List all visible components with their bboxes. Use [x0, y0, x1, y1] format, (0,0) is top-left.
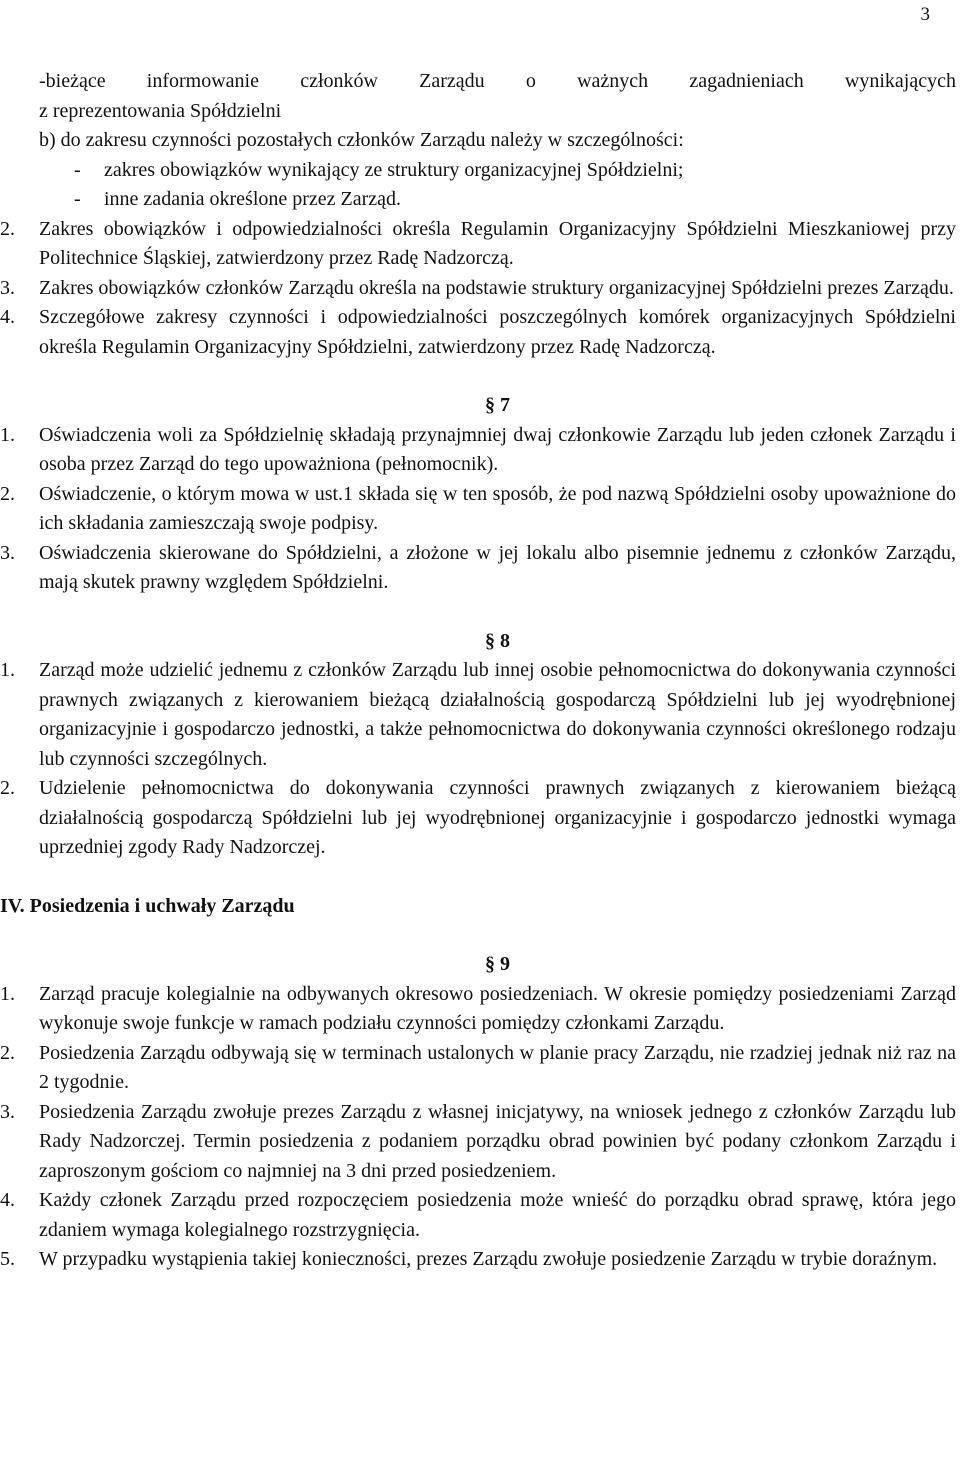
section-8-list	[0, 656, 956, 863]
item-text: Oświadczenia woli za Spółdzielnię składają przynajmniej dwaj członkowie Zarządu lub jeden członek Zarządu i osoba przez Zarząd do tego upoważniona (pełnomocnik).	[39, 423, 956, 475]
section-7-sign: § 7	[485, 394, 510, 416]
item-text: Posiedzenia Zarządu zwołuje prezes Zarządu z własnej inicjatywy, na wniosek jednego z członków Zarządu lub Rady Nadzorczej. Termin posiedzenia z podaniem porządku obrad powinien być podany członkom Zarządu i zaproszonym gościom co najmniej na 3 dni przed posiedzeniem.	[39, 1100, 956, 1182]
list-item	[0, 1039, 956, 1098]
dash-mark: -	[74, 188, 81, 210]
list-item	[0, 421, 956, 480]
item-number: 1.	[0, 982, 15, 1005]
section-7-list	[0, 421, 956, 598]
item-number: 4.	[0, 1189, 15, 1211]
item-text: Zarząd pracuje kolegialnie na odbywanych okresowo posiedzeniach. W okresie pomiędzy posiedzeniami Zarząd wykonuje swoje funkcje w ramach podziału czynności pomiędzy członkami Zarządu.	[39, 982, 956, 1034]
list-item	[0, 274, 956, 304]
list-item	[0, 1098, 956, 1187]
item-number: 2.	[0, 217, 15, 240]
page-number: 3	[920, 4, 930, 25]
item-text: Oświadczenia skierowane do Spółdzielni, a złożone w jej lokalu albo pisemnie jednemu z członków Zarządu, mają skutek prawny względem Spółdzielni.	[39, 541, 956, 593]
item-text: Każdy członek Zarządu przed rozpoczęciem posiedzenia może wnieść do porządku obrad sprawę, która jego zdaniem wymaga kolegialnego rozstrzygnięcia.	[39, 1189, 956, 1241]
item-text: Oświadczenie, o którym mowa w ust.1 składa się w ten sposób, że pod nazwą Spółdzielni osoby upoważnione do ich składania zamieszczają swoje podpisy.	[39, 482, 956, 534]
dash-item-text: inne zadania określone przez Zarząd.	[104, 188, 402, 210]
item-text: Szczegółowe zakresy czynności i odpowiedzialności poszczególnych komórek organizacyjnych Spółdzielni określa Regulamin Organizacyjny Spółdzielni, zatwierdzony przez Radę Nadzorczą.	[39, 306, 956, 358]
section-9-sign: § 9	[485, 953, 510, 975]
section-9-list	[0, 980, 956, 1275]
item-number: 3.	[0, 276, 15, 299]
list-item	[0, 656, 956, 774]
list-item	[0, 1186, 956, 1245]
item-text: Posiedzenia Zarządu odbywają się w terminach ustalonych w planie pracy Zarządu, nie rzadziej jednak niż raz na 2 tygodnie.	[39, 1041, 956, 1093]
item-text: Zakres obowiązków i odpowiedzialności określa Regulamin Organizacyjny Spółdzielni Mieszkaniowej przy Politechnice Śląskiej, zatwierdzony przez Radę Nadzorczą.	[39, 217, 956, 269]
item-number: 3.	[0, 1100, 15, 1123]
item-number: 2.	[0, 777, 15, 799]
list-item	[0, 215, 956, 274]
list-item	[0, 980, 956, 1039]
list-item	[0, 480, 956, 539]
item-number: 1.	[0, 659, 15, 681]
intro-line-2: z reprezentowania Spółdzielni	[39, 99, 282, 122]
list-item	[0, 1245, 956, 1275]
item-number: 2.	[0, 1041, 15, 1064]
intro-line-3: b) do zakresu czynności pozostałych członków Zarządu należy w szczególności:	[39, 129, 684, 151]
dash-item-1	[39, 156, 956, 186]
list-item	[0, 539, 956, 598]
section-8-sign: § 8	[485, 629, 510, 652]
item-text: W przypadku wystąpienia takiej konieczności, prezes Zarządu zwołuje posiedzenie Zarządu w trybie doraźnym.	[39, 1248, 938, 1270]
item-number: 1.	[0, 423, 15, 446]
item-text: Zarząd może udzielić jednemu z członków Zarządu lub innej osobie pełnomocnictwa do dokonywania czynności prawnych związanych z kierowaniem bieżącą działalnością gospodarczą Spółdzielni lub jej wyodrębnionej organizacyjnie i gospodarczo jednostki, a także pełnomocnictwa do dokonywania czynności określonego rodzaju lub czynności szczególnych.	[39, 659, 956, 770]
list-item	[0, 303, 956, 362]
item-number: 5.	[0, 1248, 15, 1270]
dash-mark: -	[74, 158, 81, 181]
item-number: 3.	[0, 541, 15, 564]
chapter-heading: IV. Posiedzenia i uchwały Zarządu	[0, 894, 295, 917]
dash-item-text: zakres obowiązków wynikający ze struktury organizacyjnej Spółdzielni;	[104, 158, 684, 181]
item-number: 4.	[0, 306, 15, 328]
item-text: Zakres obowiązków członków Zarządu określa na podstawie struktury organizacyjnej Spółdzielni prezes Zarządu.	[39, 276, 954, 299]
list-item	[0, 774, 956, 863]
intro-line-1: -bieżące informowanie członków Zarządu o ważnych zagadnieniach wynikających	[39, 70, 956, 92]
dash-item-2	[39, 185, 956, 215]
item-text: Udzielenie pełnomocnictwa do dokonywania czynności prawnych związanych z kierowaniem bieżącą działalnością gospodarczą Spółdzielni lub jej wyodrębnionej organizacyjnie i gospodarczo jednostki wymaga uprzedniej zgody Rady Nadzorczej.	[39, 777, 956, 858]
document-body	[0, 67, 956, 1275]
item-number: 2.	[0, 482, 15, 505]
intro-numbered-list	[0, 215, 956, 363]
